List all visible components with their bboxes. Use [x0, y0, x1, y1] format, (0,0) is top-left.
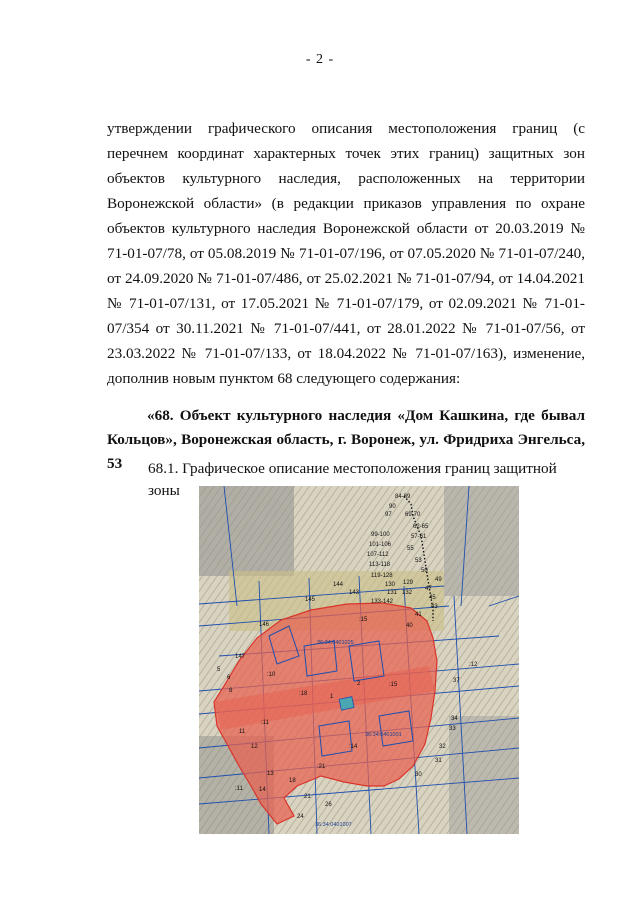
point-label: 26: [325, 802, 332, 808]
point-label: 57-61: [411, 534, 427, 540]
point-label: 62-65: [413, 524, 429, 530]
aerial-block-nw: [199, 486, 294, 576]
point-label: 2: [357, 681, 361, 687]
point-label: 33: [449, 726, 456, 732]
point-label: 31: [435, 758, 442, 764]
parcel-label: :12: [469, 662, 478, 668]
cadastral-label: 36:34:0401007: [315, 822, 352, 828]
point-label: 131: [387, 590, 398, 596]
heritage-object: [339, 697, 354, 710]
point-label: 143: [349, 590, 360, 596]
point-label: 84-89: [395, 494, 411, 500]
point-label: 24: [297, 814, 304, 820]
parcel-label: :11: [261, 720, 269, 726]
point-label: 90: [389, 504, 396, 510]
point-label: 99-100: [371, 532, 390, 538]
aerial-block-se: [449, 716, 519, 834]
point-label: 30: [415, 772, 422, 778]
point-label: 97: [385, 512, 392, 518]
cadastral-label: 36:34:0401001: [365, 732, 402, 738]
protection-zone-map: [199, 486, 519, 834]
amendment-paragraph: утверждении графического описания местоположения границ (с перечнем координат характерных точек этих границ) защитных зон объектов культурного наследия, расположенных на территории Воронежской области» (в редакции приказов управления по охране объектов культурного наследия Воронежской области от 20.03.2019 № 71-01-07/78, от 05.08.2019 № 71-01-07/196, от 07.05.2020 № 71-01-07/240, от 24.09.2020 № 71-01-07/486, от 25.02.2021 № 71-01-07/94, от 14.04.2021 № 71-01-07/131, от 17.05.2021 № 71-01-07/179, от 02.09.2021 № 71-01-07/354 от 30.11.2021 № 71-01-07/441, от 28.01.2022 № 71-01-07/56, от 23.03.2022 № 71-01-07/133, от 18.04.2022 № 71-01-07/163), изменение, дополнив новым пунктом 68 следующего содержания:: [107, 120, 585, 387]
point-label: 47: [425, 586, 432, 592]
point-label: 133-142: [371, 599, 394, 605]
point-label: 69-70: [405, 512, 421, 518]
point-label: 40: [406, 623, 413, 629]
point-label: 50: [421, 568, 428, 574]
point-label: 8: [229, 688, 233, 694]
point-label: 107-112: [367, 552, 389, 558]
point-label: 21: [304, 794, 311, 800]
point-label: 41: [415, 612, 422, 618]
point-label: 49: [435, 577, 442, 583]
point-label: 13: [267, 771, 274, 777]
parcel-label: :15: [359, 617, 368, 623]
map-drawing: [199, 486, 519, 834]
point-label: 130: [385, 582, 396, 588]
parcel-label: :21: [317, 764, 326, 770]
parcel-label: :15: [389, 682, 398, 688]
point-label: 119-128: [371, 573, 393, 579]
point-label: 12: [251, 744, 258, 750]
point-label: 14: [259, 787, 266, 793]
cadastral-label: 36:34:0401025: [317, 640, 354, 646]
parcel-label: :10: [267, 672, 276, 678]
point-label: 147: [235, 654, 246, 660]
parcel-label: :11: [235, 786, 243, 792]
page-number: - 2 -: [305, 52, 335, 67]
point-label: 53: [415, 558, 422, 564]
point-label: 11: [239, 729, 246, 735]
point-label: 145: [305, 597, 316, 603]
point-label: 18: [289, 778, 296, 784]
point-label: 34: [451, 716, 458, 722]
parcel-label: :14: [349, 744, 358, 750]
point-label: 43: [431, 604, 438, 610]
body-text: [107, 116, 585, 391]
parcel-label: :18: [299, 691, 308, 697]
section-heading: «68. Объект культурного наследия «Дом Кашкина, где бывал Кольцов», Воронежская область, г. Воронеж, ул. Фридриха Энгельса, 53: [107, 407, 585, 472]
point-label: 37: [453, 678, 460, 684]
point-label: 45: [429, 595, 436, 601]
subsection-heading: 68.1. Графическое описание местоположения границ защитной зоны: [148, 460, 557, 499]
point-label: 144: [333, 582, 344, 588]
point-label: 113-118: [369, 562, 391, 568]
point-label: 55: [407, 546, 414, 552]
point-label: 129: [403, 580, 414, 586]
point-label: 101-106: [369, 542, 392, 548]
point-label: 6: [227, 675, 231, 681]
point-label: 132: [402, 590, 413, 596]
point-label: 1: [330, 694, 334, 700]
aerial-block-ne: [444, 486, 519, 596]
point-label: 32: [439, 744, 446, 750]
point-label: 146: [259, 622, 270, 628]
point-label: 5: [217, 667, 221, 673]
